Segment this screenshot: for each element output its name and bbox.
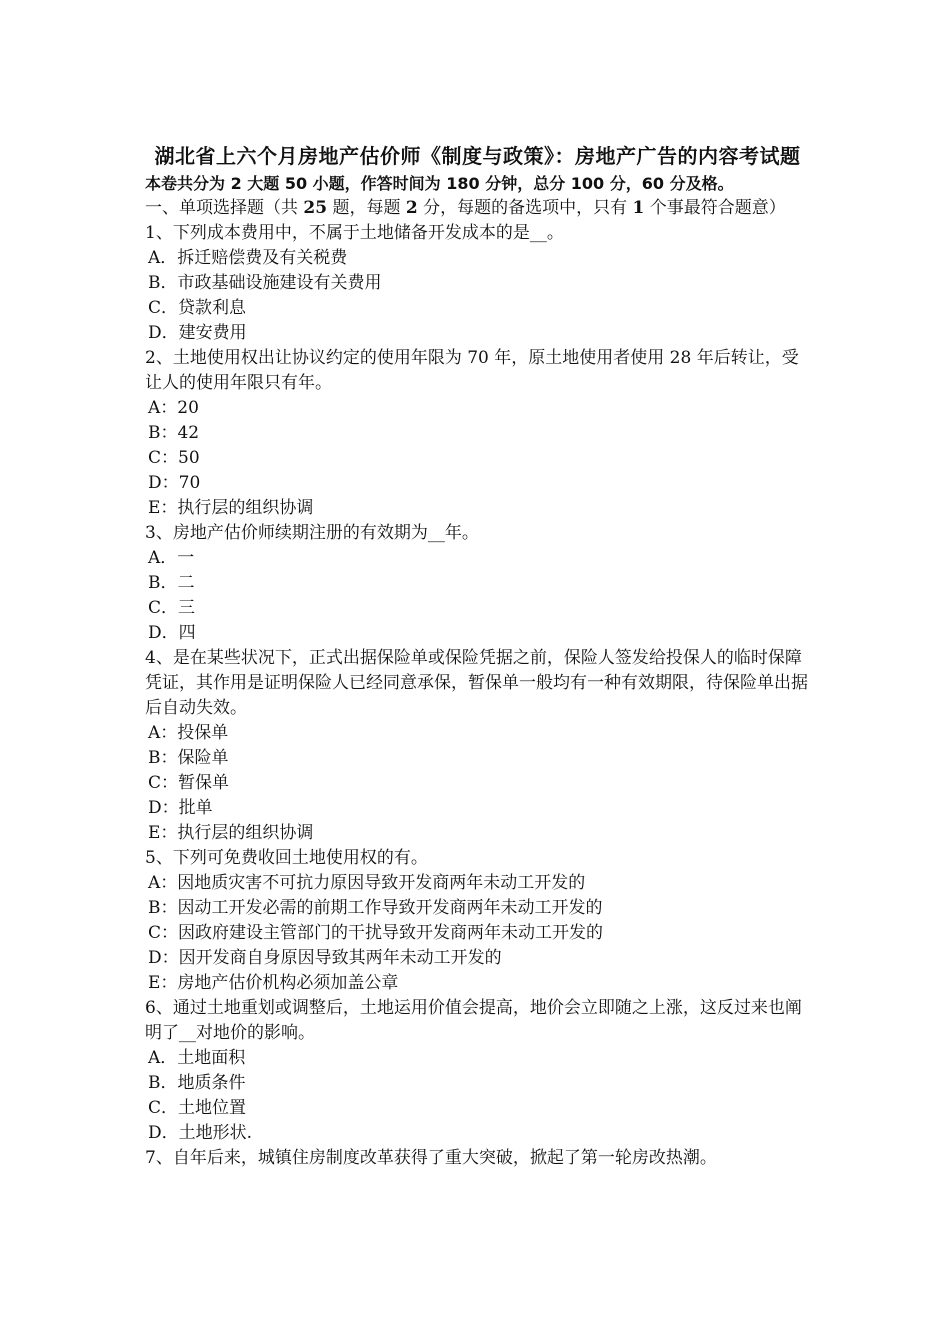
answer-option: A：20 <box>148 398 199 418</box>
question-text: 5、下列可免费收回土地使用权的有。 <box>145 848 428 868</box>
answer-option: D：因开发商自身原因导致其两年未动工开发的 <box>148 948 502 968</box>
section-mid1: 题，每题 <box>327 198 406 218</box>
answer-option: B．地质条件 <box>148 1073 246 1093</box>
answer-option: A．土地面积 <box>148 1048 246 1068</box>
question-block <box>145 521 810 646</box>
answer-option: B．市政基础设施建设有关费用 <box>148 273 382 293</box>
answer-option: D．建安费用 <box>148 323 247 343</box>
question-block <box>145 1146 810 1171</box>
question-text: 1、下列成本费用中，不属于土地储备开发成本的是__。 <box>145 223 564 243</box>
answer-option: A．拆迁赔偿费及有关税费 <box>148 248 348 268</box>
answer-option: C．土地位置 <box>148 1098 247 1118</box>
question-block <box>145 996 810 1146</box>
answer-option: D．土地形状. <box>148 1123 253 1143</box>
document-title: 湖北省上六个月房地产估价师《制度与政策》：房地产广告的内容考试题 <box>154 144 801 168</box>
section-mid2: 分，每题的备选项中，只有 <box>417 198 633 218</box>
answer-option: B：保险单 <box>148 748 229 768</box>
answer-option: C．三 <box>148 598 196 618</box>
answer-option: A：因地质灾害不可抗力原因导致开发商两年未动工开发的 <box>148 873 586 893</box>
question-block <box>145 646 810 846</box>
question-block <box>145 346 810 521</box>
answer-option: C：因政府建设主管部门的干扰导致开发商两年未动工开发的 <box>148 923 604 943</box>
answer-option: D．四 <box>148 623 196 643</box>
answer-option: D：70 <box>148 473 201 493</box>
question-text: 4、是在某些状况下，正式出据保险单或保险凭据之前，保险人签发给投保人的临时保障凭证，其作用是证明保险人已经同意承保，暂保单一般均有一种有效期限，待保险单出据后自动失效。 <box>145 648 808 718</box>
section-heading <box>145 196 810 221</box>
answer-option: C：50 <box>148 448 200 468</box>
question-block <box>145 221 810 346</box>
section-prefix: 一、单项选择题（共 <box>145 198 304 218</box>
answer-option: D：批单 <box>148 798 213 818</box>
question-list <box>145 221 810 1171</box>
question-text: 6、通过土地重划或调整后，土地运用价值会提高，地价会立即随之上涨，这反过来也阐明了__对地价的影响。 <box>145 998 802 1043</box>
answer-option: C：暂保单 <box>148 773 230 793</box>
answer-option: E：房地产估价机构必须加盖公章 <box>148 973 399 993</box>
answer-option: A：投保单 <box>148 723 229 743</box>
question-block <box>145 846 810 996</box>
answer-option: C．贷款利息 <box>148 298 247 318</box>
answer-option: A．一 <box>148 548 195 568</box>
section-suffix: 个事最符合题意） <box>644 198 786 218</box>
question-text: 3、房地产估价师续期注册的有效期为__年。 <box>145 523 479 543</box>
exam-summary: 本卷共分为 2 大题 50 小题，作答时间为 180 分钟，总分 100 分，60 分及格。 <box>145 174 734 193</box>
question-text: 7、自年后来，城镇住房制度改革获得了重大突破，掀起了第一轮房改热潮。 <box>145 1148 717 1168</box>
document-page <box>145 143 810 1171</box>
answer-option: E：执行层的组织协调 <box>148 498 314 518</box>
answer-option: B：因动工开发必需的前期工作导致开发商两年未动工开发的 <box>148 898 603 918</box>
section-points: 2 <box>405 198 418 218</box>
answer-option: B．二 <box>148 573 195 593</box>
section-one: 1 <box>632 198 645 218</box>
answer-option: B：42 <box>148 423 200 443</box>
answer-option: E：执行层的组织协调 <box>148 823 314 843</box>
question-text: 2、土地使用权出让协议约定的使用年限为 70 年，原土地使用者使用 28 年后转让，受让人的使用年限只有年。 <box>145 348 799 393</box>
section-count: 25 <box>303 198 328 218</box>
